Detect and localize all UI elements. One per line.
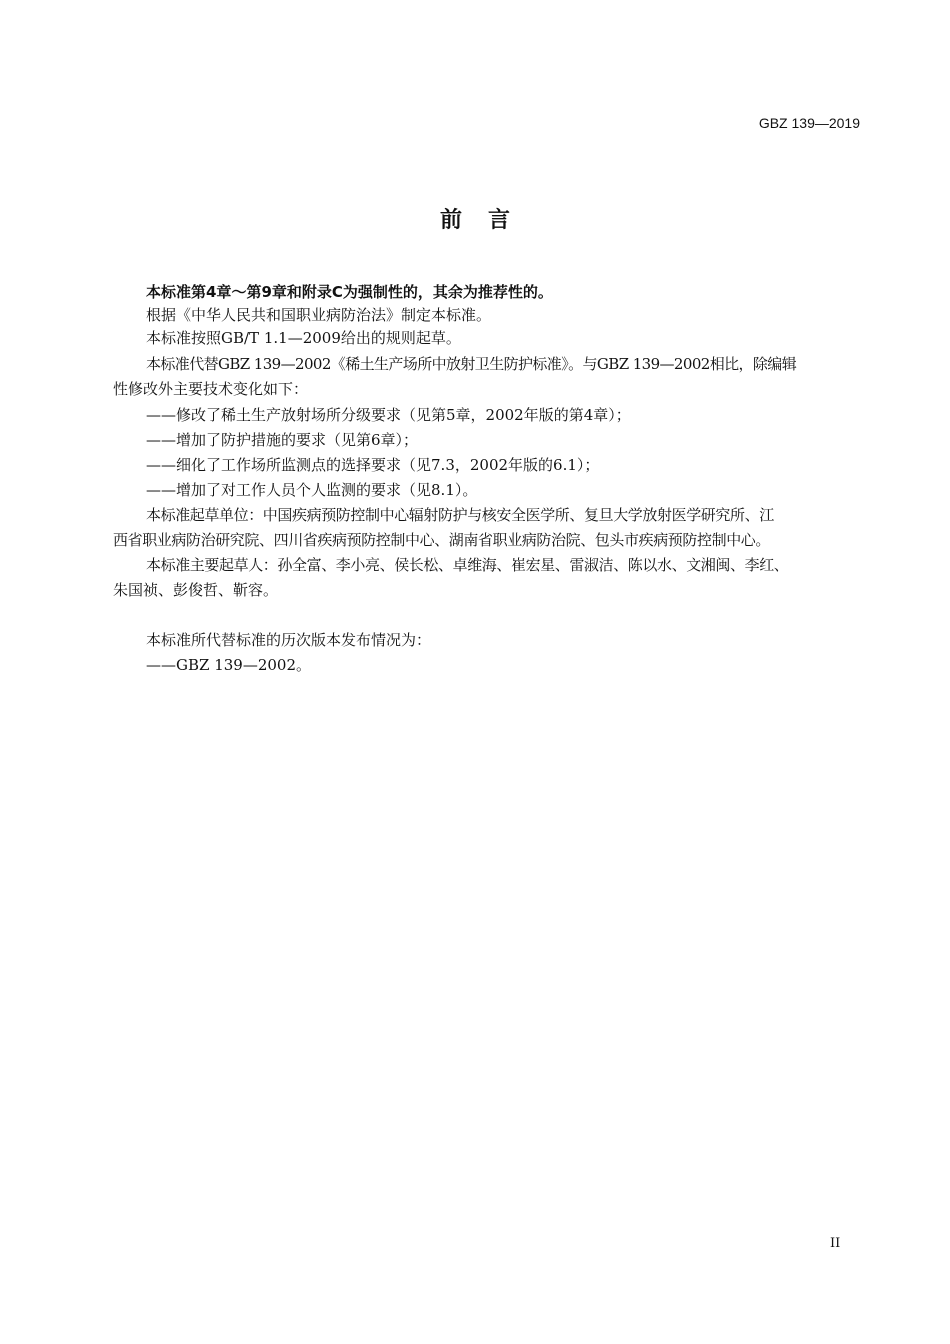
page-title: 前言 bbox=[439, 208, 536, 233]
list-item: ——GBZ 139—2002。 bbox=[146, 656, 312, 674]
paragraph-line: 性修改外主要技术变化如下： bbox=[113, 380, 309, 398]
list-item: ——细化了工作场所监测点的选择要求（见7.3，2002年版的6.1）； bbox=[146, 456, 600, 474]
paragraph-line: 朱国祯、彭俊哲、靳容。 bbox=[113, 581, 279, 599]
paragraph-line: 本标准第4章～第9章和附录C为强制性的，其余为推荐性的。 bbox=[146, 283, 553, 301]
list-item: ——修改了稀土生产放射场所分级要求（见第5章，2002年版的第4章）； bbox=[146, 406, 631, 424]
paragraph-line: 本标准主要起草人：孙全富、李小亮、侯长松、卓维海、崔宏星、雷淑洁、陈以水、文湘闽、李红、 bbox=[146, 556, 789, 574]
page-number: II bbox=[830, 1236, 841, 1251]
list-item: ——增加了防护措施的要求（见第6章）； bbox=[146, 431, 419, 449]
paragraph-line: 西省职业病防治研究院、四川省疾病预防控制中心、湖南省职业病防治院、包头市疾病预防控制中心。 bbox=[113, 531, 771, 549]
paragraph-line: 本标准所代替标准的历次版本发布情况为： bbox=[146, 631, 432, 649]
paragraph-line: 本标准按照GB/T 1.1—2009给出的规则起草。 bbox=[146, 329, 461, 347]
paragraph-line: 根据《中华人民共和国职业病防治法》制定本标准。 bbox=[146, 306, 492, 324]
list-item: ——增加了对工作人员个人监测的要求（见8.1）。 bbox=[146, 481, 478, 499]
paragraph-line: 本标准代替GBZ 139—2002《稀土生产场所中放射卫生防护标准》。与GBZ 139—2002相比，除编辑 bbox=[146, 355, 797, 373]
paragraph-line: 本标准起草单位：中国疾病预防控制中心辐射防护与核安全医学所、复旦大学放射医学研究所、江 bbox=[146, 506, 774, 524]
document-number: GBZ 139—2019 bbox=[758, 115, 860, 131]
